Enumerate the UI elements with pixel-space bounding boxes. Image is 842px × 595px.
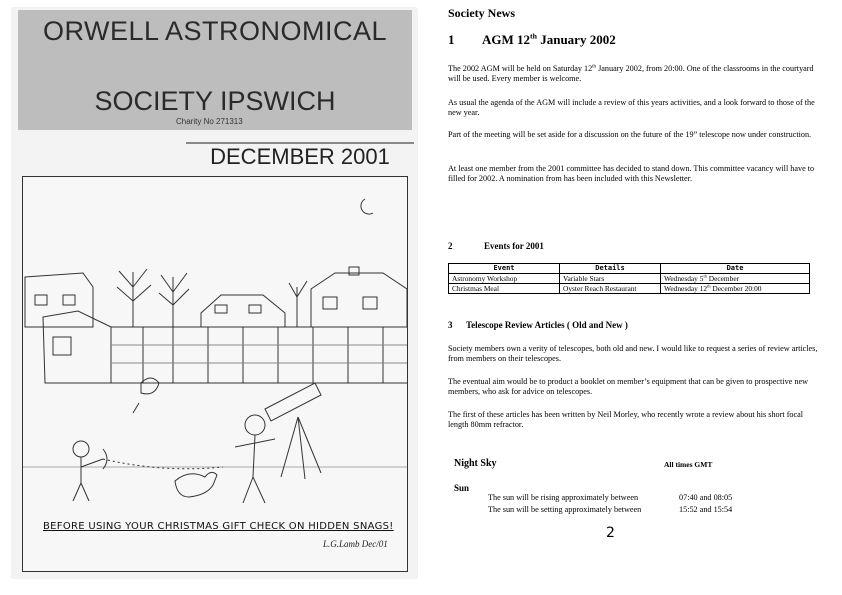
- agm-paragraph-2: As usual the agenda of the AGM will include a review of this years activities, and a look forward to those of the new year.: [448, 98, 815, 117]
- agm-heading: [448, 31, 616, 47]
- column-header-date: Date: [661, 264, 810, 274]
- title-banner: [18, 10, 412, 130]
- cartoon-caption: BEFORE USING YOUR CHRISTMAS GIFT CHECK ON HIDDEN SNAGS!: [43, 521, 394, 532]
- sun-setting-times: 15:52 and 15:54: [679, 505, 733, 514]
- table-row: [449, 284, 810, 294]
- issue-date: DECEMBER 2001: [186, 142, 414, 170]
- cover-title-line2: SOCIETY IPSWICH: [94, 86, 336, 116]
- page-number: 2: [606, 525, 615, 541]
- sun-heading: Sun: [454, 483, 470, 493]
- event-name: Christmas Meal: [449, 284, 560, 294]
- table-row: [449, 274, 810, 284]
- agm-heading-rest: January 2002: [536, 32, 616, 47]
- telescope-paragraph-3: The first of these articles has been written by Neil Morley, who recently wrote a review about his short focal length 80mm refractor.: [448, 410, 804, 429]
- sun-rising-text: The sun will be rising approximately between: [488, 493, 639, 502]
- agm-number: 1: [448, 32, 455, 47]
- event-details: Oyster Reach Restaurant: [560, 284, 661, 294]
- agm-paragraph-4: At least one member from the 2001 committee has decided to stand down. This committee vacancy will have to filled for 2002. A nomination from has been included with this Newsletter.: [448, 164, 815, 183]
- newsletter-cover: [12, 8, 417, 578]
- sun-rising-row: [488, 493, 733, 503]
- events-table: [448, 263, 810, 294]
- sun-rising-times: 07:40 and 08:05: [679, 493, 733, 502]
- column-header-details: Details: [560, 264, 661, 274]
- telescope-number: 3: [448, 320, 453, 330]
- agm-paragraph-3: Part of the meeting will be set aside for a discussion on the future of the 19” telescope now under construction.: [448, 130, 812, 139]
- night-sky-heading: Night Sky: [454, 458, 497, 469]
- telescope-heading: [448, 320, 628, 330]
- agm-heading-text: AGM 12: [482, 32, 531, 47]
- sun-setting-text: The sun will be setting approximately between: [488, 505, 642, 514]
- column-header-event: Event: [449, 264, 560, 274]
- cover-title-line1: ORWELL ASTRONOMICAL: [42, 16, 388, 46]
- telescope-heading-text: Telescope Review Articles ( Old and New ): [466, 320, 628, 330]
- table-header-row: [449, 264, 810, 274]
- events-heading-text: Events for 2001: [484, 241, 544, 251]
- telescope-paragraph-1: Society members own a verity of telescopes, both old and new. I would like to request a series of review articles, from members on their telescopes.: [448, 344, 818, 363]
- section-title: Society News: [448, 6, 515, 20]
- sun-setting-row: [488, 505, 733, 515]
- times-note: All times GMT: [664, 460, 713, 469]
- moon-icon: [361, 199, 373, 214]
- telescope-paragraph-2: The eventual aim would be to product a booklet on member’s equipment that can be given to prospective new members, who ask for advice on telescopes.: [448, 377, 808, 396]
- event-details: Variable Stars: [560, 274, 661, 284]
- event-name: Astronomy Workshop: [449, 274, 560, 284]
- events-number: 2: [448, 241, 453, 251]
- agm-heading-sup: th: [530, 31, 537, 41]
- event-date: Wednesday 5th December: [661, 274, 810, 284]
- event-date: Wednesday 12th December 20:00: [661, 284, 810, 294]
- cartoon-signature: L.G.Lamb Dec/01: [323, 539, 388, 549]
- christmas-cartoon: [22, 176, 408, 572]
- charity-number: Charity No 271313: [176, 117, 243, 126]
- events-heading: [448, 241, 544, 251]
- cartoon-drawing: [23, 177, 407, 571]
- agm-paragraph-1: The 2002 AGM will be held on Saturday 12th January 2002, from 20:00. One of the classrooms in the courtyard will be used. Every member is welcome.: [448, 64, 814, 83]
